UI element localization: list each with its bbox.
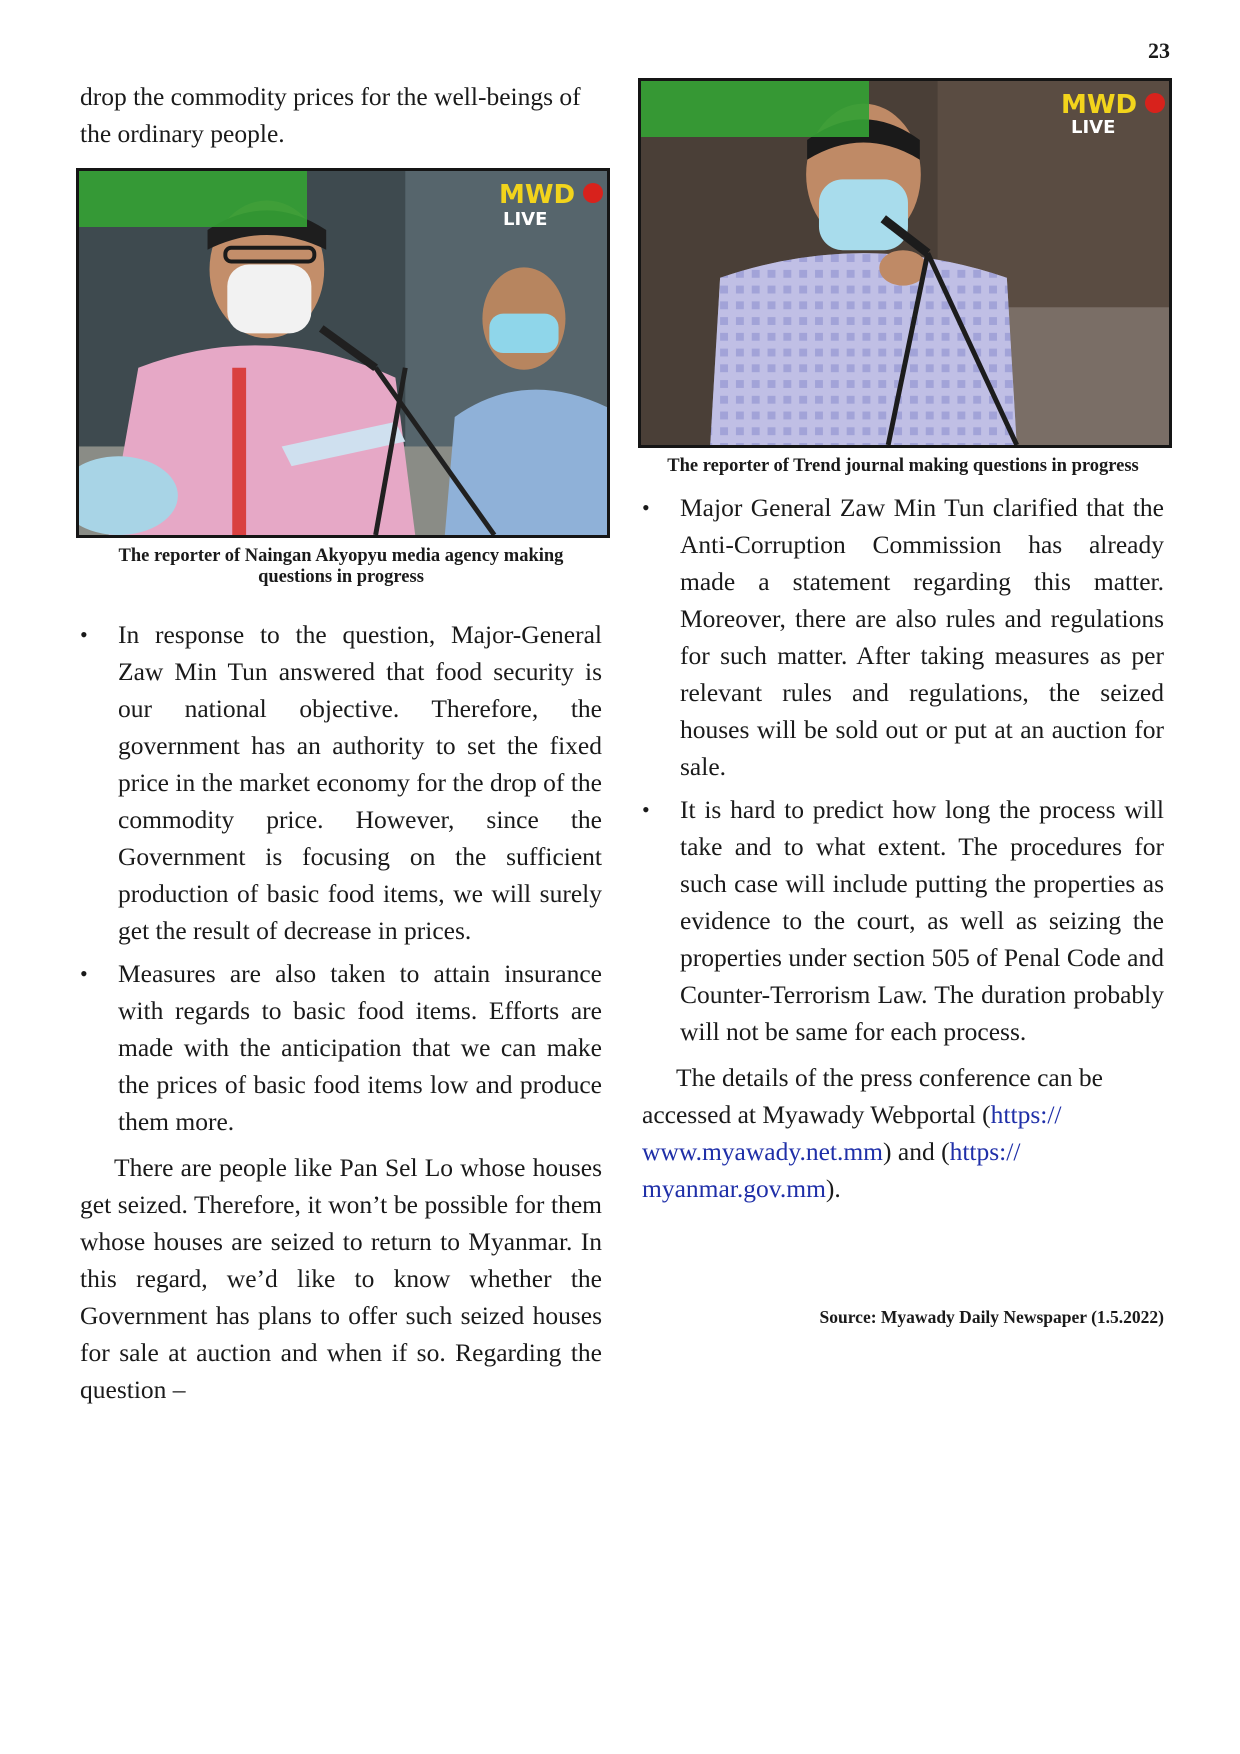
- closing-paragraph: There are people like Pan Sel Lo whose houses get seized. Therefore, it won’t be possible for them whose houses are seized to return to Myanmar. In this regard, we’d like to know whether the Government has plans to offer such seized houses for sale at auction and when if so. Regarding the question –: [80, 1153, 602, 1404]
- opening-text: drop the commodity prices for the well-beings of the ordinary people.: [80, 82, 581, 148]
- bullet-text: In response to the question, Major-General Zaw Min Tun answered that food security is our national objective. Therefore, the government has an authority to set the fixed price in the market economy for the drop of the commodity price. However, since the Government is focusing on the sufficient production of basic food items, we will surely get the result of decrease in prices.: [118, 620, 602, 945]
- source-credit: Source: Myawady Daily Newspaper (1.5.2022): [819, 1307, 1164, 1327]
- myawady-webportal-link[interactable]: https:// www.myawady.net.mm: [642, 1100, 1062, 1166]
- photo-reporter-naingan-akyopyu: [76, 168, 610, 538]
- details-text: The details of the press conference can be accessed at Myawady Webportal (: [642, 1063, 1103, 1129]
- page-number: 23: [1148, 38, 1170, 63]
- tv-banner: [641, 81, 869, 137]
- bullet-text: It is hard to predict how long the process will take and to what extent. The procedures for such case will include putting the properties as evidence to the court, as well as seizing the properties under section 505 of Penal Code and Counter-Terrorism Law. The duration probably will not be same for each process.: [680, 795, 1164, 1046]
- bullet-icon: •: [80, 961, 88, 986]
- list-item: [80, 616, 602, 949]
- right-bullet-list: [642, 489, 1164, 1050]
- list-item: [642, 489, 1164, 785]
- svg-text:MWD: MWD: [1061, 90, 1138, 120]
- left-bullet-list: [80, 616, 602, 1140]
- list-item: [642, 791, 1164, 1050]
- details-text: ) and (: [883, 1137, 950, 1166]
- details-paragraph: [642, 1059, 1164, 1207]
- live-indicator: LIVE: [1071, 117, 1116, 138]
- svg-text:MWD: MWD: [499, 180, 576, 210]
- bullet-text: Major General Zaw Min Tun clarified that the Anti-Corruption Commission has already made a statement regarding this matter. Moreover, there are also rules and regulations for such matter. After taking measures as per relevant rules and regulations, the seized houses will be sold out or put at an auction for sale.: [680, 493, 1164, 781]
- bullet-icon: •: [642, 495, 650, 520]
- details-text: ).: [825, 1174, 841, 1203]
- right-column: [642, 78, 1164, 1336]
- tv-banner: [79, 171, 307, 227]
- bullet-text: Measures are also taken to attain insurance with regards to basic food items. Efforts are made with the anticipation that we can make the prices of basic food items low and produce them more.: [118, 959, 602, 1136]
- bullet-icon: •: [80, 622, 88, 647]
- photo-reporter-trend-journal: [638, 78, 1172, 448]
- list-item: [80, 955, 602, 1140]
- bullet-icon: •: [642, 797, 650, 822]
- photo-caption-left: The reporter of Naingan Akyopyu media agency making questions in progress: [118, 546, 564, 587]
- live-indicator: LIVE: [503, 209, 548, 230]
- photo-caption-right: The reporter of Trend journal making questions in progress: [667, 456, 1139, 476]
- myanmar-gov-link[interactable]: https:// myanmar.gov.mm: [642, 1137, 1021, 1203]
- left-column: [80, 78, 602, 1408]
